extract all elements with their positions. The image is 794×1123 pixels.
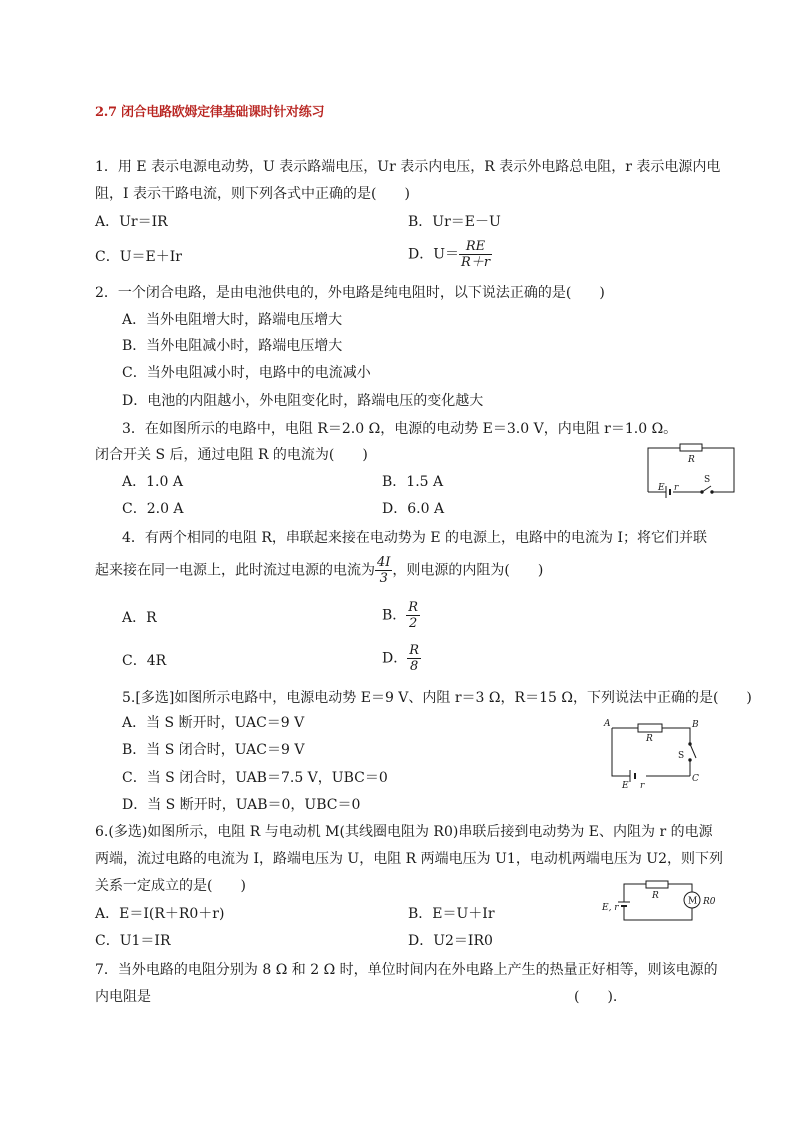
- q5-fig-label-e: E: [622, 781, 629, 791]
- q5-option-c: C．当 S 闭合时，UAB＝7.5 V，UBC＝0: [122, 770, 388, 786]
- q6-option-d: D．U2＝IR0: [408, 933, 493, 949]
- q6-option-a: A．E＝I(R＋R0＋r): [95, 906, 225, 922]
- q1-option-b: B．Ur＝E－U: [408, 214, 501, 230]
- q5-stem: 5.[多选]如图所示电路中，电源电动势 E＝9 V、内阻 r＝3 Ω，R＝15 Ω，下列说法中正确的是( ): [122, 690, 752, 706]
- q2-option-c: C．当外电阻减小时，电路中的电流减小: [122, 365, 371, 381]
- q3-option-c: C．2.0 A: [122, 501, 184, 517]
- q6-fig-label-er: E, r: [602, 903, 619, 913]
- q6-fig-label-m: M: [688, 896, 698, 907]
- q7-stem-line1: 7．当外电路的电阻分别为 8 Ω 和 2 Ω 时，单位时间内在外电路上产生的热量正好相等，则该电源的: [95, 962, 718, 978]
- q5-fig-label-c: C: [692, 774, 699, 784]
- q5-fig-label-r: R: [646, 734, 653, 744]
- q5-option-b: B．当 S 闭合时，UAC＝9 V: [122, 742, 305, 758]
- q2-option-d: D．电池的内阻越小，外电阻变化时，路端电压的变化越大: [122, 393, 484, 409]
- q6-fig-label-r: R: [652, 891, 659, 901]
- q3-fig-label-s: S: [704, 475, 711, 485]
- q4-option-c: C．4R: [122, 653, 167, 669]
- q3-fig-label-r-internal: r: [674, 483, 679, 493]
- q3-circuit-diagram: [640, 440, 740, 502]
- q3-option-a: A．1.0 A: [122, 474, 183, 490]
- q1-stem-line1: 1．用 E 表示电源电动势，U 表示路端电压，Ur 表示内电压，R 表示外电路总电阻，r 表示电源内电: [95, 159, 721, 175]
- q1-stem-line2: 阻，I 表示干路电流，则下列各式中正确的是( ): [95, 186, 410, 202]
- q1-option-c: C．U＝E＋Ir: [95, 249, 182, 265]
- q3-option-b: B．1.5 A: [382, 474, 444, 490]
- q6-stem-line1: 6.(多选)如图所示，电阻 R 与电动机 M(其线圈电阻为 R0)串联后接到电动势为 E、内阻为 r 的电源: [95, 824, 713, 840]
- q3-stem-line2: 闭合开关 S 后，通过电阻 R 的电流为( ): [95, 447, 368, 463]
- q5-fig-label-b: B: [692, 720, 699, 730]
- q1-option-d: D．U＝ $\frac{RE}{R+r}$: [408, 239, 491, 270]
- page-title: 2.7 闭合电路欧姆定律基础课时针对练习: [95, 105, 325, 120]
- q3-option-d: D．6.0 A: [382, 501, 445, 517]
- q5-fig-label-s: S: [678, 751, 685, 761]
- q2-option-b: B．当外电阻减小时，路端电压增大: [122, 338, 343, 354]
- q2-option-a: A．当外电阻增大时，路端电压增大: [122, 312, 343, 328]
- q4-stem-line2: 起来接在同一电源上，此时流过电源的电流为 $\frac{4I}{3}$ ，则电源的内阻为( ): [95, 555, 544, 586]
- q4-option-a: A．R: [122, 610, 157, 626]
- q4-option-d: D． $\frac{R}{8}$: [382, 643, 420, 674]
- q3-fig-label-r-resistor: R: [688, 455, 695, 465]
- q3-fig-label-e: E: [658, 483, 665, 493]
- q5-option-d: D．当 S 断开时，UAB＝0，UBC＝0: [122, 797, 361, 813]
- q5-fig-label-r-internal: r: [640, 781, 645, 791]
- q6-stem-line2: 两端，流过电路的电流为 I，路端电压为 U，电阻 R 两端电压为 U1，电动机两端电压为 U2，则下列: [95, 851, 723, 867]
- q6-circuit-diagram: [598, 880, 724, 926]
- q5-option-a: A．当 S 断开时，UAC＝9 V: [122, 715, 305, 731]
- q4-stem-line1: 4．有两个相同的电阻 R，串联起来接在电动势为 E 的电源上，电路中的电流为 I；将它们并联: [122, 530, 707, 546]
- q5-fig-label-a: A: [604, 719, 611, 729]
- q6-option-c: C．U1＝IR: [95, 933, 171, 949]
- q7-stem-line2: 内电阻是: [95, 989, 151, 1005]
- q1-option-a: A．Ur＝IR: [95, 214, 168, 230]
- q6-stem-line3: 关系一定成立的是( ): [95, 878, 246, 894]
- q7-answer-blank: ( ).: [574, 989, 618, 1005]
- q5-circuit-diagram: [600, 718, 710, 792]
- q2-stem: 2．一个闭合电路，是由电池供电的，外电路是纯电阻时，以下说法正确的是( ): [95, 285, 605, 301]
- q6-option-b: B．E＝U＋Ir: [408, 906, 495, 922]
- q4-option-b: B． $\frac{R}{2}$: [382, 600, 419, 631]
- q3-stem-line1: 3．在如图所示的电路中，电阻 R＝2.0 Ω，电源的电动势 E＝3.0 V，内电阻 r＝1.0 Ω。: [122, 421, 678, 437]
- q6-fig-label-r0: R0: [703, 897, 716, 907]
